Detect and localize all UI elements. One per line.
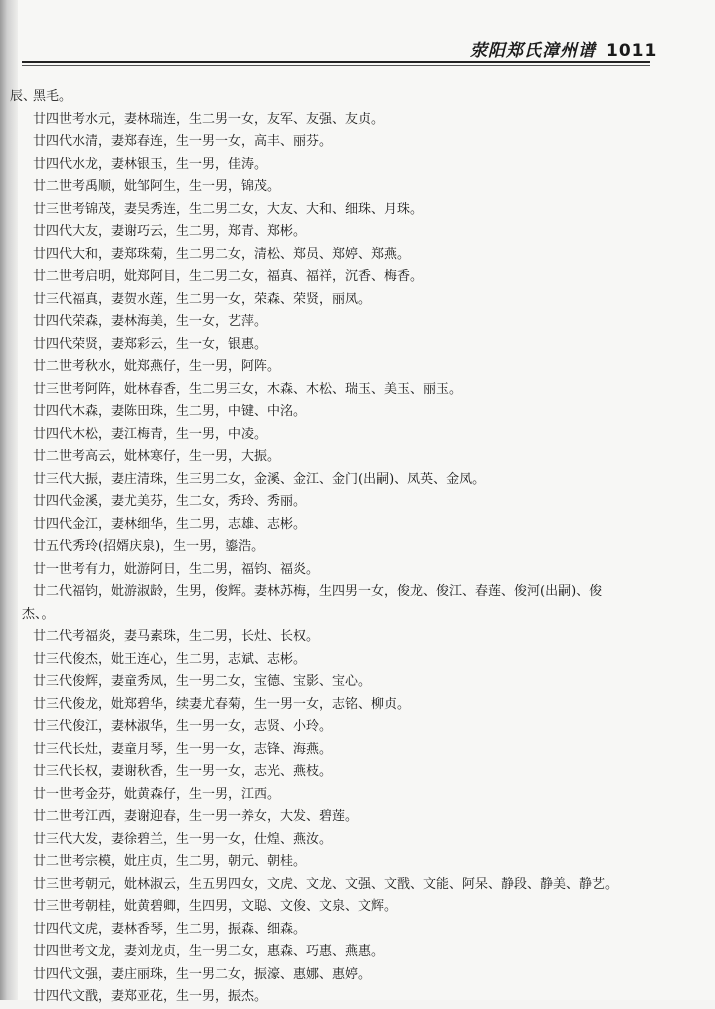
text-line [0,401,715,424]
text-line [0,626,715,649]
line-text: 廿三世考锦茂，妻吴秀连，生二男二女，大友、大和、细珠、月珠。 [33,201,424,217]
line-text: 廿三世考阿阵，妣林春香，生二男三女，木森、木松、瑞玉、美玉、丽玉。 [33,381,463,397]
text-line [0,896,715,919]
text-line [0,199,715,222]
line-text: 廿二世考高云，妣林寒仔，生一男，大振。 [33,449,281,464]
line-text: 廿二世考宗模，妣庄贞，生二男，朝元、朝桂。 [33,854,307,869]
text-line [0,649,715,672]
header-rule-thin [22,65,650,66]
line-text: 廿三代长灶，妻童月琴，生一男一女，志锋、海燕。 [33,741,333,757]
line-text: 廿四代荣贤，妻郑彩云，生一女，银惠。 [33,336,268,352]
line-text: 廿四代木松，妻江梅青，生一男，中凌。 [33,426,268,442]
text-line [0,289,715,312]
genealogy-text-body [0,86,715,1009]
line-text: 廿三代大振，妻庄清珠，生三男二女，金溪、金江、金门(出嗣)、凤英、金凤。 [33,471,486,487]
header-rule [22,61,650,63]
line-text: 廿四代大友，妻谢巧云，生二男，郑青、郑彬。 [33,224,307,239]
text-line [0,86,715,109]
text-line [0,356,715,379]
line-text: 廿四代金溪，妻尤美芬，生二女，秀玲、秀丽。 [33,494,307,509]
line-text: 廿二代考福炎，妻马素珠，生二男，长灶、长权。 [33,629,320,644]
text-line [0,919,715,942]
line-text: 廿二世考江西，妻谢迎春，生一男一养女，大发、碧莲。 [33,809,359,824]
line-text: 黑毛。 [33,89,73,104]
text-line [0,109,715,132]
line-text: 廿一世考有力，妣游阿日，生二男，福钧、福炎。 [33,561,320,577]
header-title: 荥阳郑氏漳州谱 [470,41,596,61]
text-line [0,829,715,852]
line-text: 廿四代文戬，妻郑亚花，生一男，振杰。 [33,989,268,1004]
line-text: 廿三世考朝元，妣林淑云，生五男四女，文虎、文龙、文强、文戬、文能、阿呆、静段、静美、静艺。 [33,876,619,892]
text-line [0,154,715,177]
text-line [0,514,715,537]
text-line [0,491,715,514]
line-text: 廿二代福钧，妣游淑龄，生男，俊辉。妻林苏梅，生四男一女，俊龙、俊江、春莲、俊河(出嗣)、俊 [33,584,603,599]
line-text: 廿三代俊江，妻林淑华，生一男一女，志贤、小玲。 [33,719,333,734]
page-number: 1011 [606,41,658,61]
line-text: 廿二世考秋水，妣郑燕仔，生一男，阿阵。 [33,359,281,374]
line-fragment: 辰、 [10,89,37,104]
line-text: 杰、。 [22,606,55,622]
text-line [0,671,715,694]
line-text: 廿四代木森，妻陈田珠，生二男，中键、中洺。 [33,404,307,419]
line-text: 廿四代文虎，妻林香琴，生二男，振森、细森。 [33,921,307,937]
line-text: 廿三代俊龙，妣郑碧华，续妻尤春菊，生一男一女，志铭、柳贞。 [33,696,411,712]
line-text: 廿三世考朝桂，妣黄碧卿，生四男，文聪、文俊、文泉、文辉。 [33,899,398,914]
text-line [0,986,715,1009]
line-text: 廿四代水清，妻郑春连，生一男一女，高丰、丽芬。 [33,134,333,149]
line-text: 廿三代俊杰，妣王连心，生二男，志斌、志彬。 [33,651,307,667]
text-line [0,964,715,987]
text-line [0,469,715,492]
line-text: 廿三代大发，妻徐碧兰，生一男一女，仕煌、燕汝。 [33,831,333,847]
line-text: 廿四代水龙，妻林银玉，生一男，佳涛。 [33,156,268,172]
text-line [0,739,715,762]
text-line [0,244,715,267]
text-line [0,266,715,289]
line-text: 廿一世考金芬，妣黄森仔，生一男，江西。 [33,786,281,802]
line-text: 廿三代俊辉，妻童秀凤，生一男二女，宝德、宝影、宝心。 [33,674,372,689]
text-line [0,716,715,739]
text-line [0,761,715,784]
text-line [0,221,715,244]
text-line [0,424,715,447]
line-text: 廿二世考启明，妣郑阿目，生二男二女，福真、福祥，沉香、梅香。 [33,269,424,284]
text-line [0,446,715,469]
text-line [0,941,715,964]
line-text: 廿三代福真，妻贺水莲，生二男一女，荣森、荣贤，丽凤。 [33,291,372,307]
text-line [0,536,715,559]
text-line [0,176,715,199]
running-header [470,36,658,61]
text-line [0,851,715,874]
line-text: 廿四代荣森，妻林海美，生一女，艺萍。 [33,314,268,329]
text-line [0,131,715,154]
text-line [0,581,715,604]
text-line [0,334,715,357]
line-text: 廿四代大和，妻郑珠菊，生二男二女，清松、郑员、郑婷、郑燕。 [33,246,411,262]
line-text: 廿二世考禹顺，妣邹阿生，生一男，锦茂。 [33,179,281,194]
text-line [0,784,715,807]
line-text: 廿四世考水元，妻林瑞连，生二男一女，友军、友强、友贞。 [33,111,385,127]
text-line [0,379,715,402]
line-text: 廿四代金江，妻林细华，生二男，志雄、志彬。 [33,516,307,532]
line-text: 廿三代长权，妻谢秋香，生一男一女，志光、燕枝。 [33,764,333,779]
text-line [0,874,715,897]
line-text: 廿五代秀玲(招婿庆泉)，生一男，鎏浩。 [33,539,265,554]
text-line [0,311,715,334]
text-line [0,604,715,627]
text-line [0,694,715,717]
line-text: 廿四世考文龙，妻刘龙贞，生一男二女，惠森、巧惠、燕惠。 [33,944,385,959]
text-line [0,806,715,829]
text-line [0,559,715,582]
line-text: 廿四代文强，妻庄丽珠，生一男二女，振濠、惠娜、惠婷。 [33,966,372,982]
